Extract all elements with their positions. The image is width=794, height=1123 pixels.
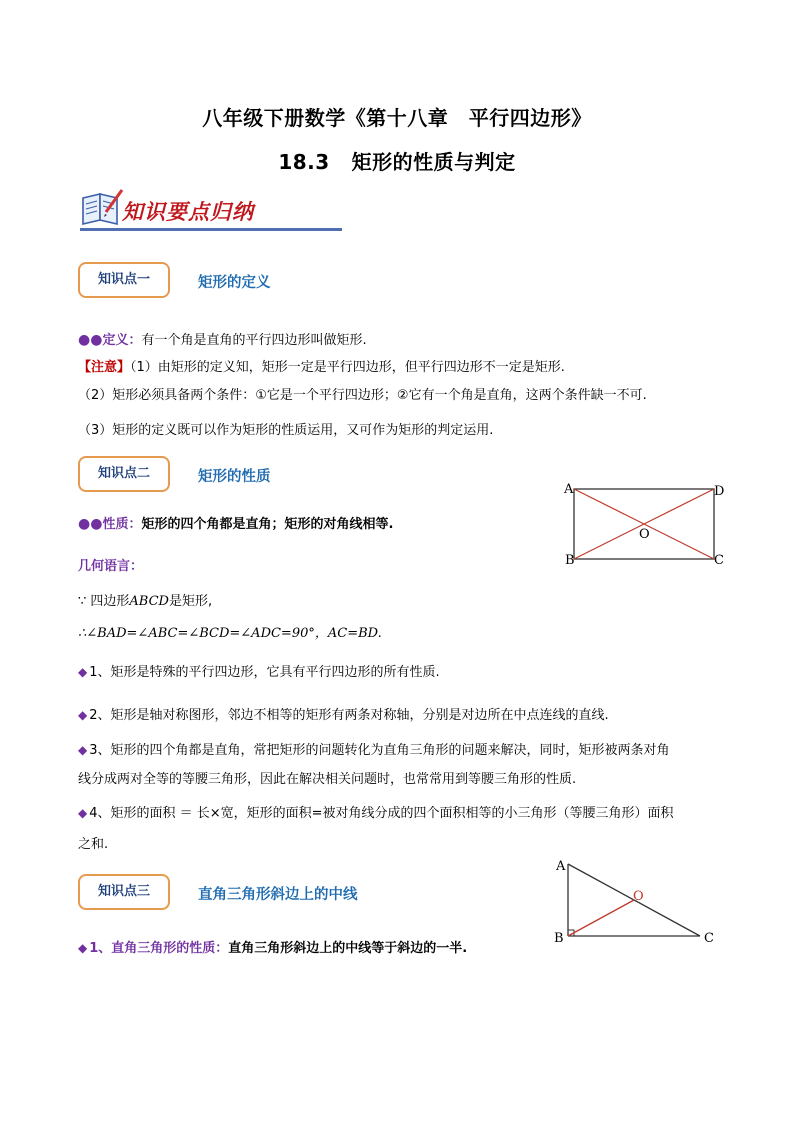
- kp1-title: 矩形的定义: [198, 275, 271, 291]
- diamond-icon: ◆: [78, 941, 88, 955]
- kp1-definition: [78, 330, 367, 351]
- kp1-note1: [78, 358, 565, 378]
- definition-text: 有一个角是直角的平行四边形叫做矩形.: [141, 333, 367, 348]
- because-line: [78, 592, 212, 612]
- because-abcd: ABCD: [129, 594, 169, 609]
- property-label: 性质：: [102, 517, 142, 532]
- property-text: 矩形的四个角都是直角；矩形的对角线相等.: [141, 517, 394, 532]
- point3a-text: 3、矩形的四个角都是直角，常把矩形的问题转化为直角三角形的问题来解决，同时，矩形被两条对角: [89, 743, 670, 758]
- because-post: 是矩形,: [168, 594, 213, 609]
- tri-label-b: B: [554, 931, 564, 946]
- banner-underline: [80, 228, 342, 231]
- definition-label: 定义：: [102, 333, 142, 348]
- diamond-icon: ◆: [78, 665, 88, 679]
- rectangle-diagram: [560, 478, 730, 570]
- kp2-point2: [78, 705, 609, 726]
- section-name: 矩形的性质与判定: [351, 150, 516, 174]
- point2-text: 2、矩形是轴对称图形，邻边不相等的矩形有两条对称轴，分别是对边所在中点连线的直线.: [89, 708, 609, 723]
- section-number: 18.3: [278, 150, 330, 174]
- page-title: 八年级下册数学《第十八章 平行四边形》: [202, 106, 592, 130]
- tri-label-o: O: [633, 889, 644, 904]
- kp2-box: 知识点二: [78, 456, 170, 492]
- geometry-language-label: 几何语言：: [78, 559, 144, 574]
- kp1-note2: （2）矩形必须具备两个条件：①它是一个平行四边形；②它有一个角是直角，这两个条件缺一不可.: [78, 388, 647, 403]
- because-pre: 四边形: [86, 594, 130, 609]
- book-pen-icon: [80, 186, 124, 226]
- kp3-text: 直角三角形斜边上的中线等于斜边的一半.: [228, 941, 468, 956]
- point1-text: 1、矩形是特殊的平行四边形，它具有平行四边形的所有性质.: [89, 665, 440, 680]
- kp3-point1: [78, 938, 467, 959]
- kp3-box: 知识点三: [78, 874, 170, 910]
- kp3-title: 直角三角形斜边上的中线: [198, 887, 358, 903]
- kp2-point3a: [78, 740, 670, 761]
- tri-label-c: C: [704, 931, 714, 946]
- rect-label-a: A: [564, 482, 574, 497]
- point4a-text: 4、矩形的面积 ＝ 长×宽，矩形的面积=被对角线分成的四个面积相等的小三角形（等腰三角形）面积: [89, 806, 674, 821]
- kp1-box: 知识点一: [78, 262, 170, 298]
- kp2-point1: [78, 662, 440, 683]
- diamond-icon: ◆: [78, 708, 88, 722]
- rect-label-b: B: [565, 553, 575, 568]
- section-title: [0, 146, 794, 175]
- kp2-property: [78, 514, 393, 535]
- diamond-icon: ◆: [78, 743, 88, 757]
- kp3-label: 1、直角三角形的性质：: [89, 941, 229, 956]
- bullet-dots-icon: ●●: [78, 516, 103, 532]
- kp2-point4a: [78, 803, 674, 824]
- bullet-dots-icon: ●●: [78, 332, 103, 348]
- because-symbol: ∵: [78, 594, 87, 609]
- note1-text: （1）由矩形的定义知，矩形一定是平行四边形，但平行四边形不一定是矩形.: [130, 360, 565, 375]
- rect-label-d: D: [714, 484, 725, 499]
- kp1-note3: （3）矩形的定义既可以作为矩形的性质运用，又可作为矩形的判定运用.: [78, 423, 494, 438]
- note-label: 【注意】: [78, 360, 131, 375]
- diamond-icon: ◆: [78, 806, 88, 820]
- kp2-title: 矩形的性质: [198, 469, 271, 485]
- kp2-point4b: 之和.: [78, 837, 109, 852]
- banner-title: 知识要点归纳: [122, 199, 254, 224]
- knowledge-banner: [80, 186, 342, 234]
- rect-label-o: O: [639, 527, 650, 542]
- rect-label-c: C: [714, 553, 724, 568]
- right-triangle-diagram: [550, 852, 720, 948]
- therefore-line: ∴∠BAD=∠ABC=∠BCD=∠ADC=90°，AC=BD.: [78, 626, 382, 641]
- tri-label-a: A: [556, 859, 566, 874]
- kp2-point3b: 线分成两对全等的等腰三角形，因此在解决相关问题时，也常常用到等腰三角形的性质.: [78, 772, 577, 787]
